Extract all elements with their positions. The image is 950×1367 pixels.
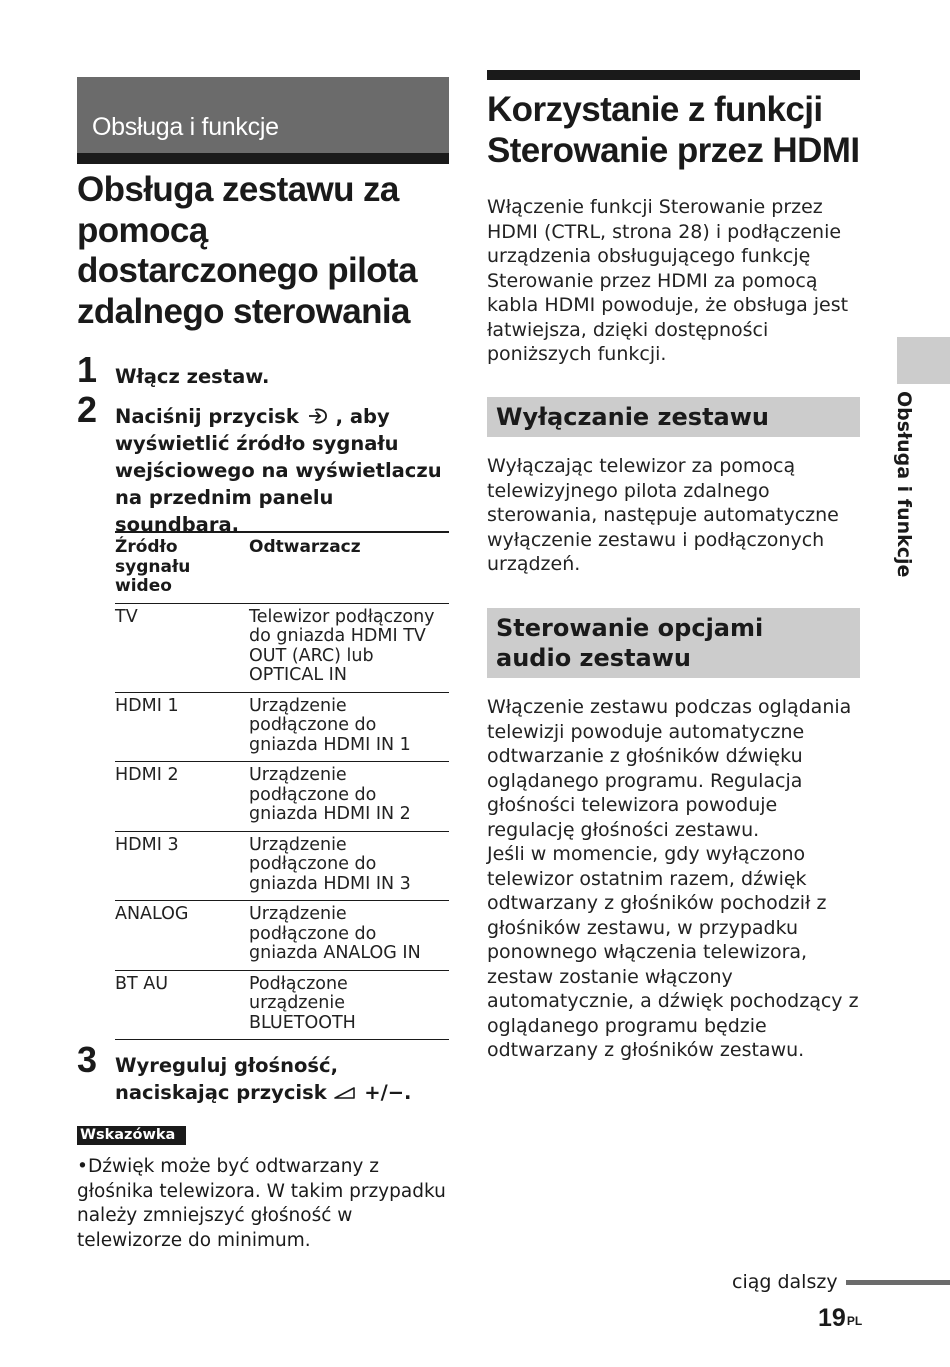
table-row	[115, 970, 449, 1040]
table-row	[115, 901, 449, 971]
table-header-player: Odtwarzacz	[249, 532, 449, 603]
table-cell-source: TV	[115, 603, 249, 692]
chapter-side-tab	[897, 337, 950, 384]
continued-label: ciąg dalszy	[732, 1271, 838, 1293]
input-icon	[306, 407, 336, 425]
subsection-audio-heading: Sterowanie opcjami audio zestawu	[496, 614, 764, 672]
hdmi-intro-text: Włączenie funkcji Sterowanie przez HDMI (CTRL, strona 28) i podłączenie urządzenia obsługującego funkcję Sterowanie przez HDMI za pomocą kabla HDMI powoduje, że obsługa jest łatwiejsza, dzięki dostępności poniższych funkcji.	[487, 196, 849, 365]
right-page-title: Korzystanie z funkcji Sterowanie przez HDMI	[487, 90, 860, 170]
table-cell-source: HDMI 1	[115, 692, 249, 762]
table-cell-source: HDMI 3	[115, 831, 249, 901]
continued-rule	[846, 1280, 950, 1285]
step-2-text-before: Naciśnij przycisk	[115, 405, 306, 428]
table-cell-player: Urządzenie podłączone do gniazda HDMI IN 2	[249, 762, 449, 832]
subsection-audio-paragraph-2: Jeśli w momencie, gdy wyłączono telewizor ostatnim razem, dźwięk odtwarzany z głośników pochodził z głośników zestawu, w przypadku ponownego włączenia telewizora, zestaw zostanie włączony automatycznie, a dźwięk pochodzący z oglądanego programu będzie odtwarzany z głośników zestawu.	[487, 843, 859, 1061]
subsection-audio-paragraph-1: Włączenie zestawu podczas oglądania telewizji powoduje automatyczne odtwarzanie z głośników dźwięku oglądanego programu. Regulacja głośności telewizora powoduje regulację głośności zestawu.	[487, 696, 852, 841]
step-3-text	[115, 1052, 455, 1106]
page-number	[818, 1303, 862, 1333]
table-cell-player: Telewizor podłączony do gniazda HDMI TV OUT (ARC) lub OPTICAL IN	[249, 603, 449, 692]
table-row	[115, 831, 449, 901]
table-header-row	[115, 532, 449, 603]
tip-item	[77, 1155, 453, 1253]
step-1-number: 1	[77, 349, 98, 390]
section-header-rule	[77, 153, 449, 164]
table-cell-player: Urządzenie podłączone do gniazda HDMI IN 3	[249, 831, 449, 901]
step-3-text-before: Wyreguluj głośność, naciskając przycisk	[115, 1054, 338, 1104]
tip-text: Dźwięk może być odtwarzany z głośnika telewizora. W takim przypadku należy zmniejszyć głośność w telewizorze do minimum.	[77, 1156, 446, 1251]
volume-icon	[333, 1086, 357, 1100]
tip-bullet: •	[77, 1156, 88, 1177]
table-header-source: Źródło sygnału wideo	[115, 532, 249, 603]
step-3-text-after: +/−.	[357, 1081, 412, 1104]
source-table	[115, 531, 449, 1040]
right-title-rule	[487, 70, 860, 80]
subsection-power-off-bar	[487, 397, 860, 437]
table-cell-source: ANALOG	[115, 901, 249, 971]
section-header-label: Obsługa i funkcje	[92, 113, 279, 141]
step-2-number: 2	[77, 389, 98, 430]
subsection-power-off-heading: Wyłączanie zestawu	[496, 403, 770, 431]
table-row	[115, 692, 449, 762]
table-cell-player: Urządzenie podłączone do gniazda HDMI IN 1	[249, 692, 449, 762]
table-row	[115, 603, 449, 692]
step-3-number: 3	[77, 1039, 98, 1080]
table-cell-player: Podłączone urządzenie BLUETOOTH	[249, 970, 449, 1040]
step-2-text-after: , aby wyświetlić źródło sygnału wejściowego na wyświetlaczu na przednim panelu soundbara.	[115, 405, 442, 536]
subsection-audio-bar	[487, 608, 860, 678]
page-number-suffix: PL	[846, 1314, 863, 1328]
subsection-power-off-text: Wyłączając telewizor za pomocą telewizyjnego pilota zdalnego sterowania, następuje automatyczne wyłączenie zestawu i podłączonych urządzeń.	[487, 455, 839, 575]
chapter-side-label: Obsługa i funkcje	[893, 391, 915, 578]
table-row	[115, 762, 449, 832]
step-1-text: Włącz zestaw.	[115, 365, 270, 388]
table-cell-source: BT AU	[115, 970, 249, 1040]
subsection-audio-text	[487, 695, 859, 1063]
left-page-title: Obsługa zestawu za pomocą dostarczonego pilota zdalnego sterowania	[77, 170, 417, 331]
tip-badge: Wskazówka	[77, 1126, 186, 1145]
step-2-text	[115, 403, 455, 538]
page-number-value: 19	[818, 1304, 846, 1332]
table-cell-source: HDMI 2	[115, 762, 249, 832]
table-cell-player: Urządzenie podłączone do gniazda ANALOG IN	[249, 901, 449, 971]
